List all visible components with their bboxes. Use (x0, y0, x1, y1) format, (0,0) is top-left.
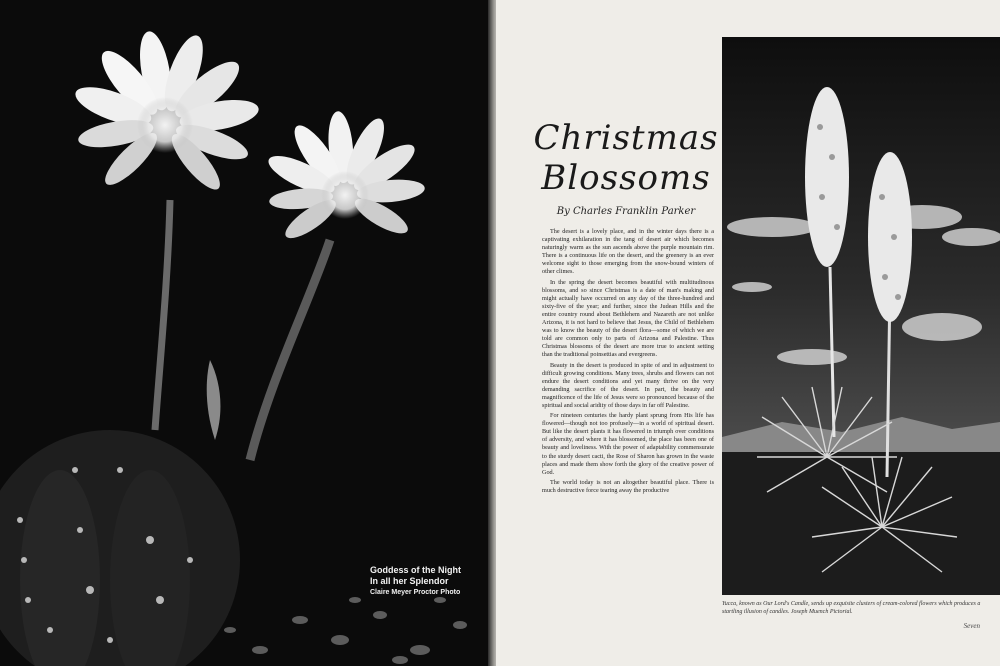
page-number: Seven (963, 622, 980, 630)
title-line2: Blossoms (541, 158, 711, 198)
caption-title-line2: In all her Splendor (370, 576, 449, 586)
article-byline: By Charles Franklin Parker (556, 206, 696, 217)
paragraph: For nineteen centuries the hardy plant sprung from His life has flowered—though not too profusely—in a world of spiritual desert. But like the desert plants it has flowered in triumph over conditions of adversity, and where it has blossomed, the place has been one of beauty and loveliness. With the power of adaptability commensurate to the sturdy desert cacti, the Rose of Sharon has grown in the waste places and made them show forth the glory of the creative power of God. (542, 412, 714, 476)
paragraph: In the spring the desert becomes beautiful with multitudinous blossoms, and so since Christmas is a date of man's making and might actually have occurred on any day of the three-hundred and sixty-five of the year; and further, since the Judean Hills and the entire country round about Bethlehem and Nazareth are not unlike Arizona, it is not hard to believe that Jesus, the Child of Bethlehem was to know the beauty of the desert flora—some of which we are told are common only to parts of Arizona and Palestine. Thus Christmas blossoms of the desert are more true to ancient setting than the traditional poinsettias and evergreens. (542, 278, 714, 359)
yucca-candles-image (722, 37, 1000, 595)
yucca-photo-caption: Yucca, known as Our Lord's Candle, sends up exquisite clusters of cream-colored flowers which produces a startling illusion of candles. Joseph Muench Pictorial. (722, 601, 981, 615)
caption-title-line1: Goddess of the Night (370, 565, 461, 575)
article-title (526, 118, 726, 198)
paragraph: The desert is a lovely place, and in the winter days there is a captivating exhilaration in the tang of desert air which becomes naturingly warm as the sun ascends above the purple mountain rim. There is a continuous life on the desert, and the greenery is an ever welcome sight to those emerging from the snow-bound winters of other climes. (542, 228, 714, 276)
yucca-photo (722, 37, 1000, 595)
title-line1: Christmas (533, 118, 719, 158)
left-page-photo (0, 0, 490, 666)
right-page (496, 0, 1000, 666)
caption-credit: Claire Meyer Proctor Photo (370, 589, 461, 596)
paragraph: The world today is not an altogether beautiful place. There is much destructive force tearing away the productive (542, 478, 714, 494)
article-body (542, 228, 714, 497)
left-photo-caption (370, 565, 480, 598)
paragraph: Beauty in the desert is produced in spite of and in adjustment to difficult growing conditions. Many trees, shrubs and flowers can not endure the desert conditions and yet many thrive on the very demanding sacrifice of the desert. In part, the beauty and magnificence of the life of Jesus were so pronounced because of the spiritual and social aridity of those days in far off Palestine. (542, 361, 714, 409)
